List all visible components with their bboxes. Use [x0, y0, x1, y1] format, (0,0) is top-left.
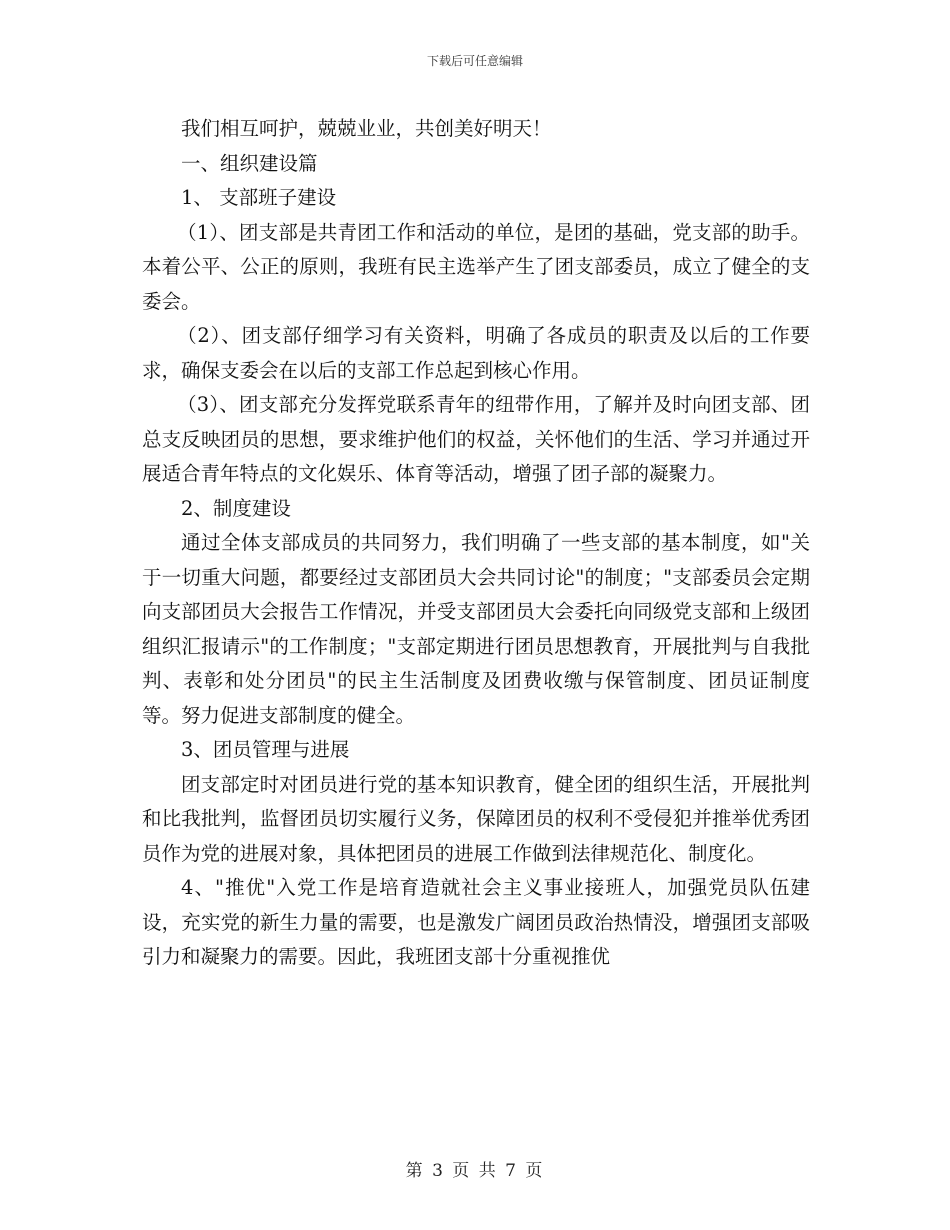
paragraph-recommendation: 4、"推优"入党工作是培育造就社会主义事业接班人，加强党员队伍建设，充实党的新生力量的需要，也是激发广阔团员政治热情没，增强团支部吸引力和凝聚力的需要。因此，我班团支部十分重视推优 — [142, 876, 810, 968]
subheading-branch-committee: 1、 支部班子建设 — [181, 186, 337, 209]
paragraph-closing-line: 我们相互呵护，兢兢业业，共创美好明天！ — [181, 117, 552, 140]
subheading-system-building: 2、制度建设 — [181, 496, 291, 520]
page-header: 下载后可任意编辑 — [426, 54, 523, 68]
subheading-member-management: 3、团员管理与进展 — [181, 738, 350, 761]
paragraph-system-building: 通过全体支部成员的共同努力，我们明确了一些支部的基本制度，如"关于一切重大问题，都要经过支部团员大会共同讨论"的制度；"支部委员会定期向支部团员大会报告工作情况，并受支部团员大会委托向同级党支部和上级团组织汇报请示"的工作制度；"支部定期进行团员思想教育，开展批判与自我批判、表彰和处分团员"的民主生活制度及团费收缴与保管制度、团员证制度等。努力促进支部制度的健全。 — [142, 531, 810, 727]
paragraph-item-3: （3）、团支部充分发挥党联系青年的纽带作用，了解并及时向团支部、团总支反映团员的思想，要求维护他们的权益，关怀他们的生活、学习并通过开展适合青年特点的文化娱乐、体育等活动，增强了团子部的凝聚力。 — [142, 393, 810, 485]
paragraph-item-1: （1）、团支部是共青团工作和活动的单位，是团的基础，党支部的助手。本着公平、公正的原则，我班有民主选举产生了团支部委员，成立了健全的支委会。 — [142, 220, 810, 313]
paragraph-member-management: 团支部定时对团员进行党的基本知识教育，健全团的组织生活，开展批判和比我批判，监督团员切实履行义务，保障团员的权利不受侵犯并推举优秀团员作为党的进展对象，具体把团员的进展工作做到法律规范化、制度化。 — [142, 772, 810, 865]
document-body — [142, 112, 810, 975]
paragraph-item-2: （2）、团支部仔细学习有关资料，明确了各成员的职责及以后的工作要求，确保支委会在以后的支部工作总起到核心作用。 — [142, 324, 810, 382]
page-footer: 第 3 页 共 7 页 — [405, 1161, 545, 1181]
section-heading-organization: 一、组织建设篇 — [181, 151, 318, 175]
